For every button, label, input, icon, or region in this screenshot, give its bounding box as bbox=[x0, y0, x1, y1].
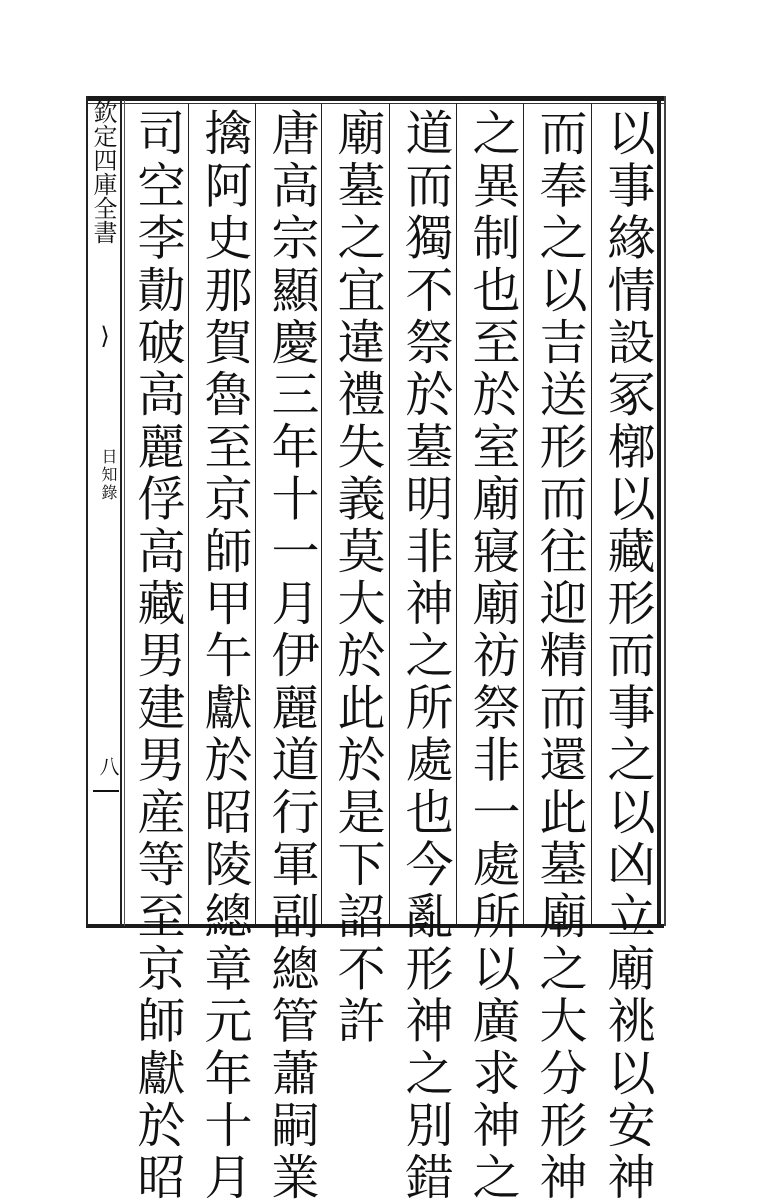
frame-top-border bbox=[86, 96, 664, 101]
margin-divider bbox=[120, 100, 122, 926]
text-column-2: 而奉之以吉送形而往迎精而還此墓廟之大分形神 bbox=[531, 108, 587, 1204]
frame-right-inner-border bbox=[664, 96, 666, 926]
margin-page-number: 八 bbox=[96, 756, 120, 776]
column-separator bbox=[188, 103, 189, 924]
margin-book-title: 日知錄 bbox=[99, 448, 118, 502]
frame-top-inner-border bbox=[86, 103, 664, 104]
text-column-1: 以事緣情設冢槨以藏形而事之以凶立廟祧以安神 bbox=[599, 108, 655, 1204]
text-column-6: 唐高宗顯慶三年十一月伊麗道行軍副總管蕭嗣業 bbox=[263, 108, 319, 1204]
text-column-4: 道而獨不祭於墓明非神之所處也今亂形神之別錯 bbox=[397, 108, 453, 1204]
text-column-3: 之異制也至於室廟寢廟祊祭非一處所以廣求神之 bbox=[464, 108, 520, 1204]
frame-right-border bbox=[657, 96, 661, 926]
margin-divider-inner bbox=[124, 100, 125, 926]
margin-collection-title: 欽定四庫全書 bbox=[89, 100, 117, 244]
text-column-7: 擒阿史那賀魯至京師甲午獻於昭陵總章元年十月 bbox=[196, 108, 252, 1204]
text-column-8: 司空李勣破高麗俘高藏男建男産等至京師獻於昭 bbox=[129, 108, 185, 1204]
column-separator bbox=[321, 103, 322, 924]
margin-fishtail-mark: ⟩ bbox=[100, 322, 110, 350]
column-separator bbox=[591, 103, 592, 924]
column-separator bbox=[389, 103, 390, 924]
column-separator bbox=[456, 103, 457, 924]
margin-page-mark bbox=[93, 790, 119, 792]
column-separator bbox=[255, 103, 256, 924]
text-column-5: 廟墓之宜違禮失義莫大於此於是下詔不許 bbox=[329, 108, 385, 1048]
column-separator bbox=[523, 103, 524, 924]
